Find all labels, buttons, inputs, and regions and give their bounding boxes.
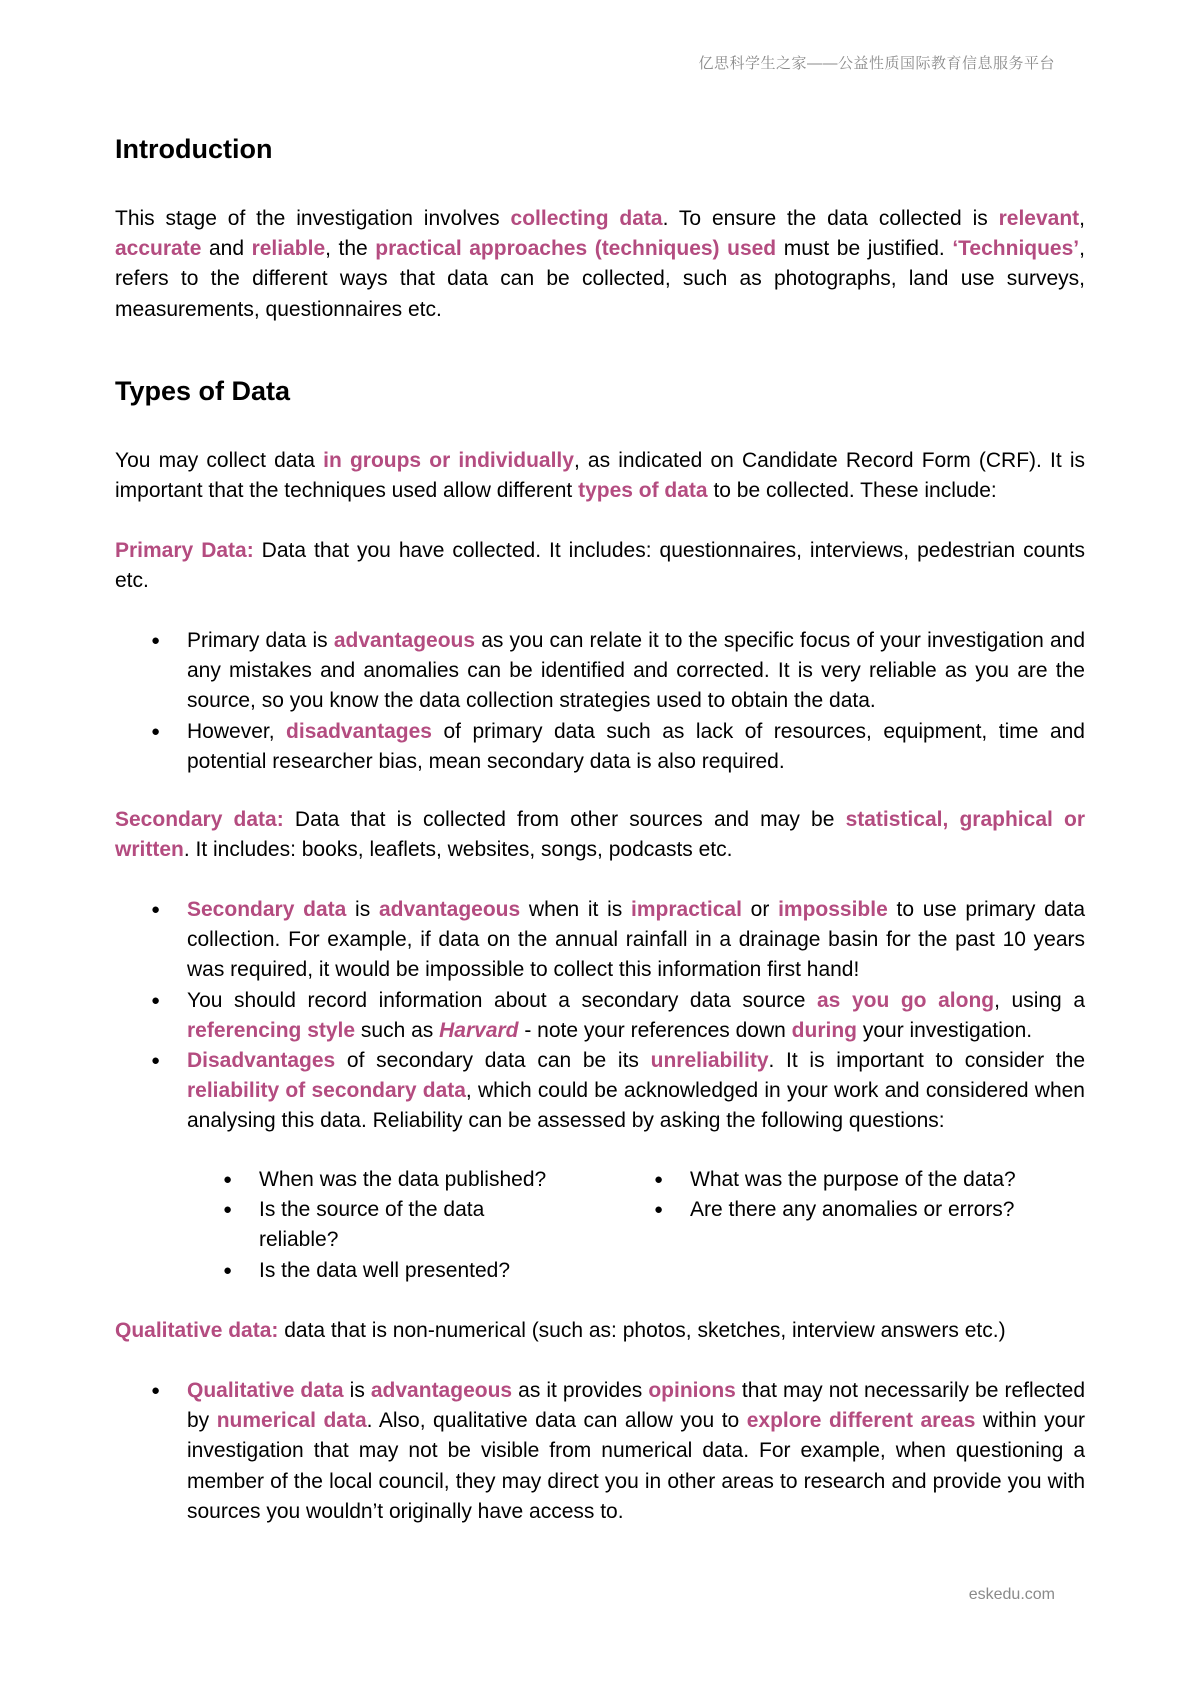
- highlight: Qualitative data: [187, 1379, 344, 1402]
- text-run: of secondary data can be its: [335, 1049, 651, 1073]
- qualitative-data-label: Qualitative data:: [115, 1319, 279, 1342]
- introduction-paragraph: [115, 204, 1085, 325]
- text-run: your investigation.: [857, 1018, 1033, 1042]
- highlight: unreliability: [650, 1049, 769, 1073]
- highlight: practical approaches (techniques) used: [375, 237, 777, 261]
- text-run: as you can relate it to the specific focus of your investigation and any mistakes and anomalies can be identified and corrected. It is very reliable as you are the source, so you know the data collection strategies used to obtain the data.: [187, 629, 1086, 713]
- text-run: , which could be acknowledged in your work and considered when analysing this data. Reliability can be assessed by asking the following questions:: [187, 1079, 1085, 1133]
- highlight: types of data: [578, 479, 708, 503]
- highlight: accurate: [115, 237, 202, 261]
- highlight: advantageous: [370, 1379, 513, 1402]
- highlight: opinions: [648, 1379, 736, 1402]
- text-run: is: [346, 898, 379, 921]
- list-item: [115, 626, 1085, 717]
- highlight: ‘Techniques’: [952, 237, 1080, 261]
- types-of-data-heading: Types of Data: [115, 376, 291, 406]
- text-run: You should record information about a secondary data source: [187, 988, 817, 1012]
- text-run: to use primary data collection. For example, if data on the annual rainfall in a drainage basin for the past 10 years was required, it would be impossible to collect this information first hand!: [187, 898, 1085, 982]
- types-of-data-paragraph: [115, 446, 1085, 506]
- question-item: ● Is the data well presented?: [223, 1256, 559, 1286]
- highlight: numerical data: [216, 1409, 367, 1433]
- text-run: that may not necessarily be reflected by: [187, 1379, 1085, 1433]
- text-run: must be justified.: [776, 237, 953, 261]
- reliability-questions: [187, 1165, 1085, 1286]
- text-run: You may collect data: [115, 449, 324, 472]
- text-run: when it is: [520, 898, 632, 921]
- highlight: impractical: [631, 898, 742, 921]
- list-item: [115, 1046, 1085, 1137]
- text-run: to be collected. These include:: [707, 479, 997, 503]
- secondary-data-label: Secondary data:: [115, 808, 284, 831]
- question-item: ● What was the purpose of the data?: [654, 1165, 1084, 1195]
- text-run: , using a: [994, 988, 1085, 1012]
- secondary-data-bullets: [115, 895, 1085, 1137]
- text-run: such as: [355, 1018, 440, 1042]
- list-item: [115, 895, 1085, 986]
- text-run: . Also, qualitative data can allow you to: [366, 1409, 747, 1433]
- qualitative-data-bullets: [115, 1376, 1085, 1527]
- text-run: is: [343, 1379, 371, 1402]
- text-run: Data that is collected from other sources and may be: [283, 808, 846, 831]
- text-run: . It is important to consider the: [768, 1049, 1085, 1073]
- text-run: , as indicated on Candidate Record Form (CRF). It is important that the techniques used allow different: [115, 449, 1085, 503]
- highlight: advantageous: [378, 898, 521, 921]
- highlight: relevant: [998, 207, 1080, 230]
- text-run: data that is non-numerical (such as: photos, sketches, interview answers etc.): [278, 1319, 1006, 1342]
- text-run: . It includes: books, leaflets, websites, songs, podcasts etc.: [183, 838, 733, 862]
- question-item: ● When was the data published?: [223, 1165, 559, 1195]
- highlight: Secondary data: [187, 898, 347, 921]
- text-run: of primary data such as lack of resources, equipment, time and potential researcher bias, mean secondary data is also required.: [187, 719, 1085, 773]
- primary-data-paragraph: [115, 536, 1085, 596]
- secondary-data-paragraph: [115, 805, 1085, 865]
- highlight-italic: Harvard: [439, 1018, 519, 1042]
- highlight: reliability of secondary data: [187, 1079, 466, 1103]
- text-run: Data that you have collected. It includes: questionnaires, interviews, pedestrian counts etc.: [115, 539, 1085, 593]
- list-item: [115, 717, 1085, 777]
- highlight: during: [791, 1018, 857, 1042]
- text-run: as it provides: [512, 1379, 649, 1402]
- highlight: referencing style: [187, 1018, 356, 1042]
- text-run: or: [741, 898, 779, 921]
- highlight: collecting data: [510, 207, 663, 230]
- text-run: However,: [187, 719, 287, 743]
- question-item: ● Is the source of the data reliable?: [223, 1195, 559, 1255]
- text-run: - note your references down: [518, 1018, 792, 1042]
- footer-site-url: eskedu.com: [968, 1586, 1055, 1603]
- text-run: . To ensure the data collected is: [662, 207, 999, 230]
- primary-data-bullets: [115, 626, 1085, 777]
- text-run: , refers to the different ways that data can be collected, such as photographs, land use surveys, measurements, questionnaires etc.: [115, 237, 1085, 321]
- qualitative-data-paragraph: [115, 1316, 1085, 1346]
- highlight: statistical, graphical or written: [115, 808, 1086, 862]
- text-run: ,: [1079, 207, 1085, 230]
- text-run: This stage of the investigation involves: [115, 207, 511, 230]
- list-item: [115, 1376, 1085, 1527]
- primary-data-label: Primary Data:: [115, 539, 254, 562]
- list-item: [115, 986, 1085, 1046]
- highlight: as you go along: [817, 988, 995, 1012]
- text-run: Primary data is: [187, 629, 334, 652]
- introduction-heading: Introduction: [115, 134, 273, 164]
- questions-right-column: [618, 1165, 1084, 1286]
- text-run: and: [201, 237, 252, 261]
- question-item: ● Are there any anomalies or errors?: [654, 1195, 1084, 1225]
- highlight: disadvantages: [286, 719, 432, 743]
- highlight: Disadvantages: [187, 1049, 336, 1073]
- highlight: reliable: [251, 237, 326, 261]
- highlight: explore different areas: [746, 1409, 976, 1433]
- questions-left-column: [187, 1165, 618, 1286]
- highlight: impossible: [778, 898, 888, 921]
- header-site-text: 亿思科学生之家——公益性质国际教育信息服务平台: [698, 55, 1055, 72]
- highlight: advantageous: [333, 629, 476, 652]
- highlight: in groups or individually: [323, 449, 574, 472]
- text-run: within your investigation that may not be visible from numerical data. For example, when questioning a member of the local council, they may direct you in other areas to research and provide you with sources you wouldn’t originally have access to.: [187, 1409, 1086, 1523]
- text-run: , the: [325, 237, 376, 261]
